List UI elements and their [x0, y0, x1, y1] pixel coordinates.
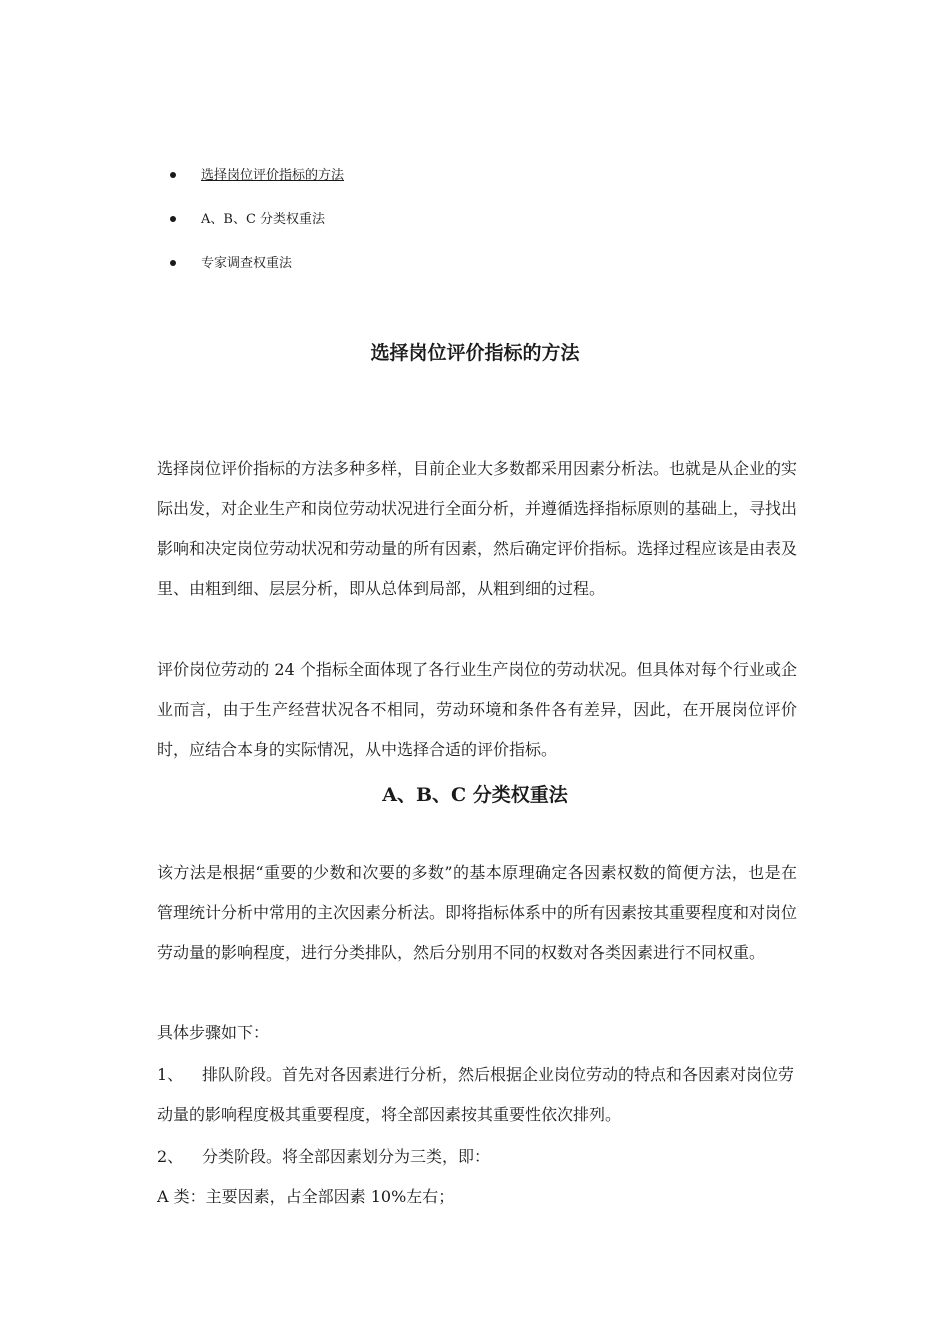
paragraph: 该方法是根据“重要的少数和次要的多数”的基本原理确定各因素权数的简便方法，也是在管理统计分析中常用的主次因素分析法。即将指标体系中的所有因素按其重要程度和对岗位劳动量的影响程度，进行分类排队，然后分别用不同的权数对各类因素进行不同权重。 — [157, 863, 798, 962]
paragraph: 选择岗位评价指标的方法多种多样，目前企业大多数都采用因素分析法。也就是从企业的实际出发，对企业生产和岗位劳动状况进行全面分析，并遵循选择指标原则的基础上，寻找出影响和决定岗位劳动状况和劳动量的所有因素，然后确定评价指标。选择过程应该是由表及里、由粗到细、层层分析，即从总体到局部，从粗到细的过程。 — [157, 459, 798, 598]
step-item — [157, 1137, 797, 1177]
table-of-contents — [170, 163, 344, 295]
toc-item — [170, 251, 344, 295]
paragraph: 评价岗位劳动的 24 个指标全面体现了各行业生产岗位的劳动状况。但具体对每个行业或企业而言，由于生产经营状况各不相同，劳动环境和条件各有差异，因此，在开展岗位评价时，应结合本身的实际情况，从中选择合适的评价指标。 — [157, 660, 797, 759]
toc-label: A、B、C 分类权重法 — [201, 212, 326, 227]
toc-item[interactable] — [170, 163, 344, 207]
class-item: A 类：主要因素，占全部因素 10%左右； — [157, 1187, 455, 1206]
step-number: 2、 — [157, 1147, 184, 1166]
toc-link[interactable]: 选择岗位评价指标的方法 — [201, 168, 345, 183]
section-heading: 选择岗位评价指标的方法 — [370, 342, 580, 364]
section-heading: A、B、C 分类权重法 — [382, 784, 568, 806]
step-number: 1、 — [157, 1065, 184, 1084]
steps-intro: 具体步骤如下： — [157, 1023, 270, 1042]
toc-label: 专家调查权重法 — [201, 256, 293, 271]
bullet-icon — [170, 260, 176, 266]
bullet-icon — [170, 216, 176, 222]
step-text: 分类阶段。将全部因素划分为三类，即： — [202, 1147, 491, 1166]
step-item — [157, 1055, 797, 1135]
bullet-icon — [170, 172, 176, 178]
toc-item — [170, 207, 344, 251]
step-text: 排队阶段。首先对各因素进行分析，然后根据企业岗位劳动的特点和各因素对岗位劳动量的影响程度极其重要程度，将全部因素按其重要性依次排列。 — [157, 1065, 795, 1124]
